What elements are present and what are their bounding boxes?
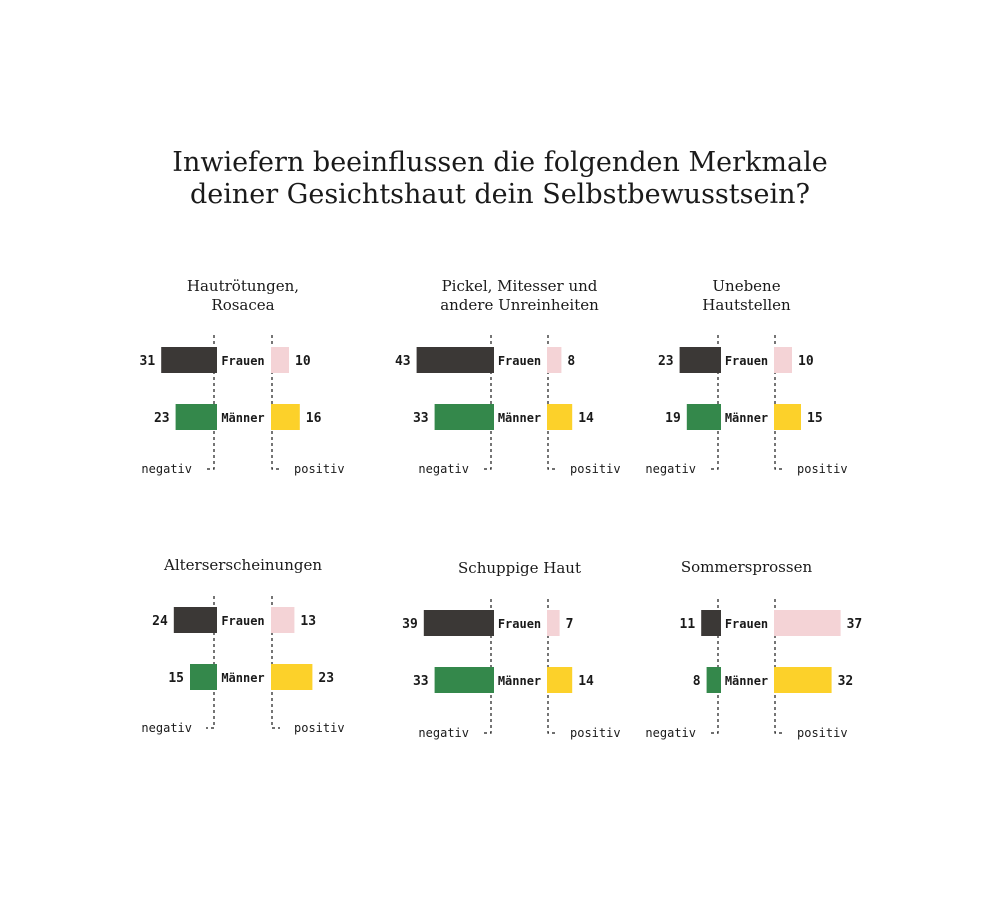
- value-label-positiv: 37: [846, 617, 863, 632]
- main-title: [172, 147, 827, 210]
- bar-maenner-positiv: [271, 404, 300, 430]
- chart-panel: [140, 277, 345, 476]
- chart-panel: [395, 277, 621, 476]
- value-label-negativ: 15: [168, 671, 184, 686]
- chart-panel: [141, 556, 344, 735]
- value-label-negativ: 8: [692, 674, 701, 689]
- category-label: Männer: [724, 674, 769, 688]
- bar-maenner-negativ: [435, 667, 494, 693]
- bar-maenner-positiv: [271, 664, 312, 690]
- axis-label-positiv: positiv: [797, 462, 848, 476]
- panel-title-line: Rosacea: [211, 296, 275, 314]
- panel-title-line: Hautstellen: [702, 296, 791, 314]
- bar-maenner-positiv: [547, 404, 572, 430]
- axis-label-positiv: positiv: [570, 726, 621, 740]
- category-label: Frauen: [724, 354, 769, 368]
- value-label-negativ: 23: [153, 411, 170, 426]
- value-label-negativ: 24: [152, 614, 168, 629]
- bar-frauen-positiv: [271, 607, 294, 633]
- bar-frauen-negativ: [174, 607, 217, 633]
- category-label: Männer: [497, 674, 542, 688]
- value-label-negativ: 33: [412, 411, 429, 426]
- category-label: Frauen: [497, 617, 542, 631]
- bar-maenner-negativ: [707, 667, 721, 693]
- value-label-positiv: 14: [578, 411, 594, 426]
- axis-label-negativ: negativ: [645, 726, 696, 740]
- value-label-negativ: 11: [679, 617, 696, 632]
- main-title-line-2: deiner Gesichtshaut dein Selbstbewusstsein?: [190, 179, 810, 210]
- value-label-positiv: 10: [798, 354, 814, 369]
- bar-maenner-negativ: [190, 664, 217, 690]
- panel-title-line: Sommersprossen: [680, 558, 813, 576]
- value-label-positiv: 23: [318, 671, 335, 686]
- bar-frauen-positiv: [271, 347, 289, 373]
- axis-label-positiv: positiv: [797, 726, 848, 740]
- panel-title-line: andere Unreinheiten: [440, 296, 599, 314]
- main-title-line-1: Inwiefern beeinflussen die folgenden Merkmale: [172, 147, 828, 178]
- bar-frauen-negativ: [701, 610, 721, 636]
- value-label-positiv: 16: [305, 411, 322, 426]
- bar-frauen-negativ: [424, 610, 494, 636]
- bar-frauen-positiv: [774, 610, 841, 636]
- value-label-positiv: 32: [837, 674, 854, 689]
- small-multiples: [140, 277, 863, 740]
- panel-title-line: Alterserscheinungen: [163, 556, 323, 574]
- category-label: Männer: [497, 411, 542, 425]
- value-label-positiv: 13: [300, 614, 317, 629]
- value-label-positiv: 7: [565, 617, 574, 632]
- value-label-negativ: 33: [412, 674, 429, 689]
- category-label: Männer: [221, 411, 265, 425]
- bar-frauen-negativ: [161, 347, 217, 373]
- panel-title-line: Hautrötungen,: [186, 277, 300, 295]
- category-label: Männer: [221, 671, 265, 685]
- axis-label-negativ: negativ: [645, 462, 696, 476]
- bar-frauen-positiv: [774, 347, 792, 373]
- axis-label-negativ: negativ: [418, 726, 469, 740]
- panel-title-line: Unebene: [712, 277, 781, 295]
- value-label-positiv: 15: [807, 411, 823, 426]
- axis-label-positiv: positiv: [570, 462, 621, 476]
- bar-maenner-positiv: [547, 667, 572, 693]
- category-label: Frauen: [497, 354, 542, 368]
- category-label: Frauen: [221, 354, 265, 368]
- chart-panel: [645, 558, 862, 740]
- chart-panel: [645, 277, 847, 476]
- bar-maenner-positiv: [774, 404, 801, 430]
- category-label: Frauen: [724, 617, 769, 631]
- value-label-positiv: 14: [578, 674, 594, 689]
- bar-frauen-negativ: [680, 347, 721, 373]
- bar-frauen-negativ: [417, 347, 494, 373]
- bar-frauen-positiv: [547, 610, 560, 636]
- axis-label-positiv: positiv: [294, 462, 345, 476]
- value-label-positiv: 8: [567, 354, 576, 369]
- value-label-negativ: 39: [402, 617, 418, 632]
- panel-title-line: Pickel, Mitesser und: [441, 277, 598, 295]
- axis-label-negativ: negativ: [141, 721, 192, 735]
- bar-maenner-positiv: [774, 667, 832, 693]
- bar-maenner-negativ: [435, 404, 494, 430]
- value-label-positiv: 10: [295, 354, 311, 369]
- value-label-negativ: 31: [139, 354, 156, 369]
- axis-label-negativ: negativ: [418, 462, 469, 476]
- bar-maenner-negativ: [176, 404, 217, 430]
- category-label: Frauen: [221, 614, 265, 628]
- value-label-negativ: 19: [665, 411, 681, 426]
- bar-frauen-positiv: [547, 347, 561, 373]
- bar-maenner-negativ: [687, 404, 721, 430]
- chart-panel: [402, 559, 620, 740]
- value-label-negativ: 43: [394, 354, 411, 369]
- axis-label-positiv: positiv: [294, 721, 345, 735]
- panel-title-line: Schuppige Haut: [458, 559, 581, 577]
- category-label: Männer: [724, 411, 769, 425]
- value-label-negativ: 23: [657, 354, 674, 369]
- axis-label-negativ: negativ: [141, 462, 192, 476]
